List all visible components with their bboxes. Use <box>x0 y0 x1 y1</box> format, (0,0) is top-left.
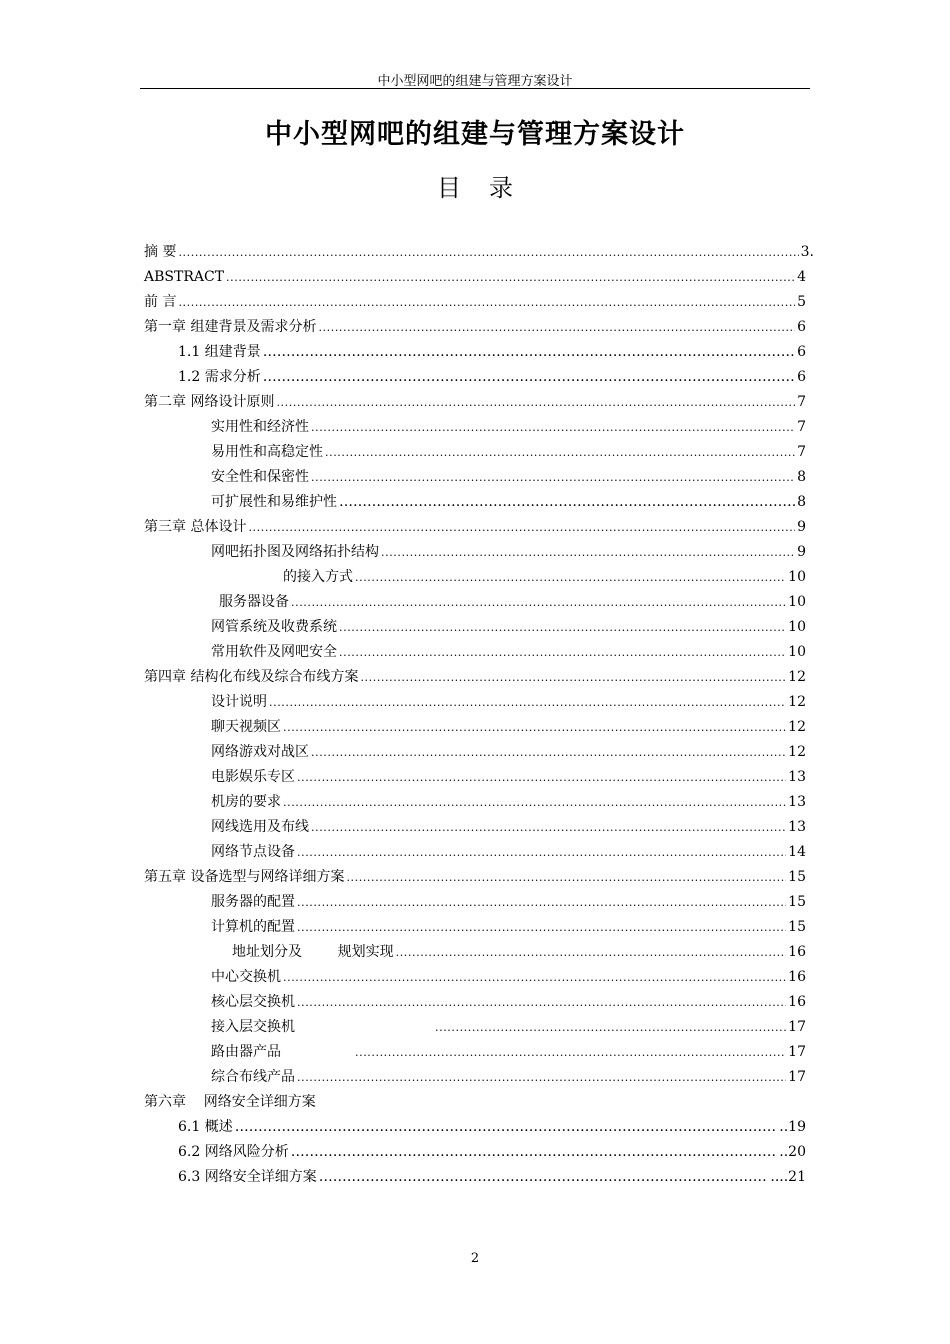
toc-entry-page: 7 <box>797 444 806 460</box>
toc-entry-label: 1.2 需求分析 <box>178 369 261 385</box>
toc-entry-page: 5 <box>797 294 806 310</box>
toc-entry-leader <box>226 265 795 291</box>
toc-entry-leader <box>396 940 787 966</box>
running-header: 中小型网吧的组建与管理方案设计 <box>377 74 573 89</box>
toc-entry-leader <box>297 1065 786 1091</box>
document-title: 中小型网吧的组建与管理方案设计 <box>265 119 685 150</box>
toc-entry-leader <box>276 390 795 416</box>
toc-entry-leader <box>291 1140 778 1165</box>
toc-entry-page: 10 <box>788 644 806 660</box>
toc-entry-label: 网络节点设备 <box>211 844 295 860</box>
toc-entry-leader <box>319 1165 769 1190</box>
toc-entry-12[interactable] <box>211 540 806 565</box>
toc-entry-leader <box>248 515 795 541</box>
toc-entry-36[interactable] <box>178 1140 806 1165</box>
toc-entry-leader <box>269 690 786 716</box>
toc-entry-page: 3. <box>800 244 814 260</box>
toc-entry-page: 10 <box>788 569 806 585</box>
toc-entry-10[interactable] <box>211 490 806 515</box>
toc-entry-label: ABSTRACT <box>144 269 225 285</box>
toc-entry-page: 12 <box>788 719 806 735</box>
toc-entry-leader <box>355 1040 786 1066</box>
toc-entry-35[interactable] <box>178 1115 806 1140</box>
toc-entry-leader <box>297 915 786 941</box>
toc-entry-label: 综合布线产品 <box>211 1069 295 1085</box>
toc-entry-26[interactable] <box>211 890 806 915</box>
toc-entry-page: 10 <box>788 594 806 610</box>
toc-entry-page: 16 <box>788 994 806 1010</box>
toc-entry-6[interactable] <box>144 390 806 415</box>
toc-entry-25[interactable] <box>144 865 806 890</box>
toc-entry-label: 机房的要求 <box>211 794 281 810</box>
toc-entry-30[interactable] <box>211 990 806 1015</box>
toc-entry-33[interactable] <box>211 1065 806 1090</box>
toc-entry-leader <box>311 815 786 841</box>
toc-entry-leader <box>283 715 786 741</box>
toc-entry-19[interactable] <box>211 715 806 740</box>
toc-entry-page: 16 <box>788 969 806 985</box>
toc-entry-leader <box>381 540 795 566</box>
toc-entry-label: 接入层交换机 <box>211 1019 295 1035</box>
toc-entry-3[interactable] <box>144 315 806 340</box>
toc-entry-page: 15 <box>788 869 806 885</box>
toc-entry-leader <box>297 765 786 791</box>
toc-entry-page: 17 <box>788 1069 806 1085</box>
toc-entry-page: ....21 <box>770 1169 806 1185</box>
toc-entry-7[interactable] <box>211 415 806 440</box>
toc-entry-page: 15 <box>788 919 806 935</box>
toc-entry-13[interactable] <box>283 565 806 590</box>
toc-entry-leader <box>311 465 795 491</box>
toc-entry-leader <box>346 865 786 891</box>
toc-entry-page: ..20 <box>779 1144 806 1160</box>
toc-entry-leader <box>283 790 786 816</box>
toc-entry-leader <box>325 440 795 466</box>
toc-entry-2[interactable] <box>144 290 806 315</box>
toc-entry-14[interactable] <box>219 590 806 615</box>
toc-entry-label: 第三章 总体设计 <box>144 519 247 535</box>
toc-entry-34[interactable] <box>144 1090 316 1115</box>
toc-entry-leader <box>291 590 786 616</box>
toc-entry-page: 7 <box>797 394 806 410</box>
toc-entry-page: 10 <box>788 619 806 635</box>
toc-entry-22[interactable] <box>211 790 806 815</box>
toc-entry-leader <box>355 565 786 591</box>
toc-entry-page: 16 <box>788 944 806 960</box>
toc-entry-page: 15 <box>788 894 806 910</box>
toc-entry-page: 6 <box>797 369 806 385</box>
toc-entry-label: 网线选用及布线 <box>211 819 309 835</box>
toc-entry-label: 网吧拓扑图及网络拓扑结构 <box>211 544 379 560</box>
toc-entry-9[interactable] <box>211 465 806 490</box>
toc-entry-1[interactable] <box>144 265 806 290</box>
toc-entry-24[interactable] <box>211 840 806 865</box>
toc-entry-label: 路由器产品 <box>211 1044 281 1060</box>
toc-entry-leader <box>311 415 795 441</box>
toc-entry-11[interactable] <box>144 515 806 540</box>
toc-entry-label: 1.1 组建背景 <box>178 344 261 360</box>
toc-entry-15[interactable] <box>211 615 806 640</box>
toc-entry-leader <box>360 665 786 691</box>
toc-entry-page: 7 <box>797 419 806 435</box>
toc-entry-32[interactable] <box>211 1040 806 1065</box>
header-rule <box>140 88 810 89</box>
toc-entry-leader <box>435 1015 786 1041</box>
toc-entry-label: 实用性和经济性 <box>211 419 309 435</box>
toc-entry-label: 6.3 网络安全详细方案 <box>178 1169 317 1185</box>
toc-entry-label: 6.1 概述 <box>178 1119 233 1135</box>
toc-entry-label: 的接入方式 <box>283 569 353 585</box>
toc-entry-label: 第二章 网络设计原则 <box>144 394 275 410</box>
toc-entry-page: 9 <box>797 544 806 560</box>
toc-entry-leader <box>263 365 795 390</box>
toc-entry-label: 第五章 设备选型与网络详细方案 <box>144 869 345 885</box>
toc-entry-label: 计算机的配置 <box>211 919 295 935</box>
toc-entry-label: 聊天视频区 <box>211 719 281 735</box>
toc-entry-leader <box>339 490 795 515</box>
toc-entry-label: 服务器设备 <box>219 594 289 610</box>
toc-entry-5[interactable] <box>178 365 806 390</box>
toc-entry-leader <box>297 990 786 1016</box>
toc-entry-label: 核心层交换机 <box>211 994 295 1010</box>
toc-entry-label: 地址划分及 规划实现 <box>232 944 394 960</box>
toc-entry-page: 6 <box>797 319 806 335</box>
toc-entry-page: 4 <box>797 269 806 285</box>
page-number: 2 <box>470 1251 480 1266</box>
toc-entry-label: 服务器的配置 <box>211 894 295 910</box>
toc-entry-label: 设计说明 <box>211 694 267 710</box>
toc-entry-20[interactable] <box>211 740 806 765</box>
toc-entry-label: 第一章 组建背景及需求分析 <box>144 319 317 335</box>
toc-entry-label: 摘 要 <box>144 244 177 260</box>
toc-entry-page: 13 <box>788 769 806 785</box>
toc-entry-18[interactable] <box>211 690 806 715</box>
toc-entry-page: 9 <box>797 519 806 535</box>
toc-entry-page: 8 <box>797 469 806 485</box>
toc-entry-leader <box>339 640 786 666</box>
toc-entry-page: 12 <box>788 744 806 760</box>
toc-entry-page: 12 <box>788 694 806 710</box>
toc-entry-leader <box>178 240 798 266</box>
toc-entry-4[interactable] <box>178 340 806 365</box>
toc-entry-29[interactable] <box>211 965 806 990</box>
toc-entry-27[interactable] <box>211 915 806 940</box>
toc-entry-leader <box>297 840 786 866</box>
toc-entry-leader <box>235 1115 778 1140</box>
toc-entry-page: 8 <box>797 494 806 510</box>
toc-entry-page: 6 <box>797 344 806 360</box>
toc-entry-37[interactable] <box>178 1165 806 1190</box>
toc-entry-leader <box>178 290 795 316</box>
toc-entry-page: 12 <box>788 669 806 685</box>
toc-entry-label: 电影娱乐专区 <box>211 769 295 785</box>
toc-entry-page: 17 <box>788 1044 806 1060</box>
toc-entry-label: 第六章 网络安全详细方案 <box>144 1094 316 1110</box>
toc-entry-8[interactable] <box>211 440 806 465</box>
toc-entry-page: 17 <box>788 1019 806 1035</box>
toc-entry-leader <box>297 890 786 916</box>
toc-entry-leader <box>318 315 795 341</box>
toc-entry-label: 中心交换机 <box>211 969 281 985</box>
toc-entry-31[interactable] <box>211 1015 806 1040</box>
toc-title: 目录 <box>437 174 541 202</box>
toc-entry-page: 13 <box>788 819 806 835</box>
toc-entry-label: 第四章 结构化布线及综合布线方案 <box>144 669 359 685</box>
toc-entry-leader <box>283 965 786 991</box>
toc-entry-page: 14 <box>788 844 806 860</box>
toc-entry-label: 网络游戏对战区 <box>211 744 309 760</box>
toc-entry-page: 13 <box>788 794 806 810</box>
toc-entry-17[interactable] <box>144 665 806 690</box>
toc-entry-label: 易用性和高稳定性 <box>211 444 323 460</box>
toc-entry-label: 前 言 <box>144 294 177 310</box>
toc-entry-leader <box>311 740 786 766</box>
toc-entry-label: 常用软件及网吧安全 <box>211 644 337 660</box>
toc-entry-leader <box>263 340 795 365</box>
toc-entry-label: 安全性和保密性 <box>211 469 309 485</box>
toc-entry-28[interactable] <box>232 940 806 965</box>
toc-entry-21[interactable] <box>211 765 806 790</box>
toc-entry-23[interactable] <box>211 815 806 840</box>
toc-entry-page: ..19 <box>779 1119 806 1135</box>
toc-entry-label: 可扩展性和易维护性 <box>211 494 337 510</box>
toc-entry-label: 6.2 网络风险分析 <box>178 1144 289 1160</box>
toc-entry-leader <box>339 615 786 641</box>
toc-entry-16[interactable] <box>211 640 806 665</box>
toc-entry-label: 网管系统及收费系统 <box>211 619 337 635</box>
toc-entry-0[interactable] <box>144 240 814 265</box>
